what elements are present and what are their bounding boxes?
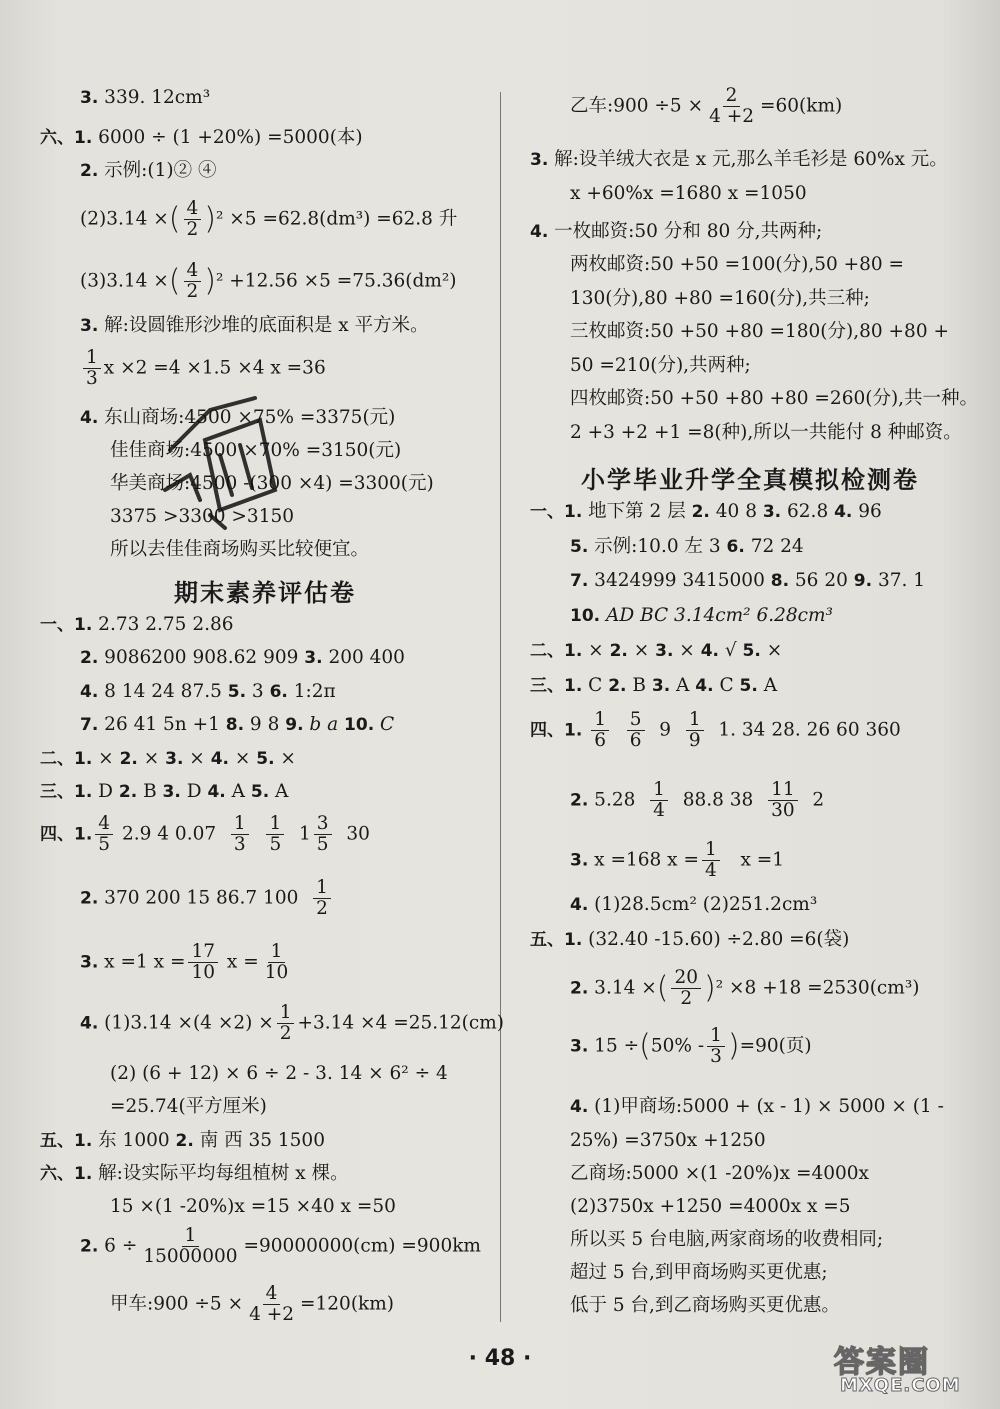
fraction: $\frac{4}{5}$ — [95, 814, 113, 855]
answer-line: 3. 解:设羊绒大衣是 x 元,那么羊毛衫是 60%x 元。 — [530, 149, 948, 170]
answer-line: 2. 6 ÷ $\frac{1}{15000000}$ =90000000(cm) =900km — [80, 1225, 481, 1267]
answer-line: 2. 5.28 $\frac{1}{4}$ 88.8 38 $\frac{11}{30}$ 2 — [570, 779, 825, 821]
answer-line: 甲车:900 ÷5 × $\frac{4}{4 +2}$ =120(km) — [110, 1283, 395, 1325]
answer-line: (2)3750x +1250 =4000x x =5 — [570, 1196, 851, 1217]
answer-line: 四、1. $\frac{1}{6}$ $\frac{5}{6}$ 9 $\frac{1}{9}$ 1. 34 28. 26 60 360 — [530, 709, 901, 751]
fraction: $\frac{1}{15000000}$ — [143, 1225, 238, 1267]
answer-line: 两枚邮资:50 +50 =100(分),50 +80 = — [570, 254, 905, 275]
answer-line: 3. x =168 x = $\frac{1}{4}$ x =1 — [570, 839, 785, 881]
fraction: $\frac{1}{5}$ — [266, 814, 284, 855]
fraction: $\frac{4}{4 +2}$ — [249, 1283, 295, 1325]
answer-line: 4. 一枚邮资:50 分和 80 分,共两种; — [530, 221, 823, 242]
answer-line: 华美商场:4500 -(300 ×4) =3300(元) — [110, 473, 434, 494]
fraction: $\frac{1}{6}$ — [591, 710, 609, 751]
fraction: $\frac{1}{2}$ — [313, 878, 331, 919]
answer-line: $\frac{1}{3}$ x ×2 =4 ×1.5 ×4 x =36 — [80, 348, 326, 389]
fraction: $\frac{3}{5}$ — [314, 814, 332, 855]
answer-line: 2. 示例:(1)② ④ — [80, 160, 217, 181]
fraction: $\frac{1}{2}$ — [277, 1003, 295, 1044]
answer-line: 所以去佳佳商场购买比较便宜。 — [110, 539, 370, 560]
answer-line: 5. 示例:10.0 左 3 6. 72 24 — [570, 536, 804, 557]
answer-line: =25.74(平方厘米) — [110, 1096, 267, 1117]
answer-line: 4. (1)3.14 ×(4 ×2) × $\frac{1}{2}$ +3.14 ×4 =25.12(cm) — [80, 1002, 505, 1044]
answer-line: 五、1. 东 1000 2. 南 西 35 1500 — [40, 1130, 325, 1151]
section-heading: 小学毕业升学全真模拟检测卷 — [581, 466, 919, 494]
answer-line: (2) (6 + 12) × 6 ÷ 2 - 3. 14 × 6² ÷ 4 — [110, 1063, 448, 1084]
answer-line: 4. (1)28.5cm² (2)251.2cm³ — [570, 894, 818, 915]
answer-line: 4. 东山商场:4500 ×75% =3375(元) — [80, 407, 396, 428]
answer-line: 25%) =3750x +1250 — [570, 1130, 766, 1151]
fraction: $\frac{20}{2}$ — [671, 968, 701, 1009]
answer-line: 2. 3.14 ×( $\frac{20}{2}$ )² ×8 +18 =2530(cm³) — [570, 967, 920, 1009]
answer-line: 六、1. 6000 ÷ (1 +20%) =5000(本) — [40, 127, 363, 148]
answer-line: 低于 5 台,到乙商场购买更优惠。 — [570, 1295, 840, 1316]
answer-line: 佳佳商场:4500 ×70% =3150(元) — [110, 440, 402, 461]
fraction: $\frac{1}{9}$ — [686, 710, 704, 751]
page-number: · 48 · — [468, 1346, 532, 1371]
fraction: $\frac{1}{3}$ — [707, 1026, 725, 1067]
answer-line: 130(分),80 +80 =160(分),共三种; — [570, 288, 870, 309]
watermark-text: 答案圈 — [834, 1345, 930, 1380]
answer-line: 7. 3424999 3415000 8. 56 20 9. 37. 1 — [570, 570, 926, 591]
answer-line: 2. 370 200 15 86.7 100 $\frac{1}{2}$ — [80, 878, 334, 919]
answer-line: 超过 5 台,到甲商场购买更优惠; — [570, 1262, 828, 1283]
answer-line: 乙商场:5000 ×(1 -20%)x =4000x — [570, 1163, 869, 1184]
answer-line: 4. (1)甲商场:5000 + (x - 1) × 5000 × (1 - — [570, 1096, 944, 1117]
column-divider — [500, 92, 501, 1322]
answer-line: 2 +3 +2 +1 =8(种),所以一共能付 8 种邮资。 — [570, 422, 962, 443]
fraction: $\frac{5}{6}$ — [627, 710, 645, 751]
answer-line: 二、1. × 2. × 3. × 4. × 5. × — [40, 748, 296, 769]
answer-line: 六、1. 解:设实际平均每组植树 x 棵。 — [40, 1163, 349, 1184]
answer-line: 四、1. $\frac{4}{5}$ 2.9 4 0.07 $\frac{1}{3}$ $\frac{1}{5}$ 1 $\frac{3}{5}$ 30 — [40, 813, 370, 855]
answer-line: 一、1. 地下第 2 层 2. 40 8 3. 62.8 4. 96 — [530, 501, 882, 522]
watermark-logo — [834, 1337, 994, 1401]
watermark-url: MXQE.COM — [840, 1375, 961, 1396]
fraction: $\frac{1}{4}$ — [702, 840, 720, 881]
fraction: $\frac{11}{30}$ — [768, 780, 798, 821]
answer-line: 二、1. × 2. × 3. × 4. √ 5. × — [530, 640, 783, 661]
answer-line: 7. 26 41 5n +1 8. 9 8 9. b a 10. C — [80, 714, 395, 735]
fraction: $\frac{1}{3}$ — [231, 814, 249, 855]
answer-line: 一、1. 2.73 2.75 2.86 — [40, 614, 234, 635]
answer-line: (2)3.14 ×( $\frac{4}{2}$ )² ×5 =62.8(dm³) =62.8 升 — [80, 198, 458, 240]
answer-line: 3. 解:设圆锥形沙堆的底面积是 x 平方米。 — [80, 315, 429, 336]
answer-line: (3)3.14 ×( $\frac{4}{2}$ )² +12.56 ×5 =75.36(dm²) — [80, 260, 457, 302]
fraction: $\frac{17}{10}$ — [188, 942, 218, 983]
answer-line: 四枚邮资:50 +50 +80 +80 =260(分),共一种。 — [570, 388, 979, 409]
fraction: $\frac{4}{2}$ — [184, 261, 202, 302]
fraction: $\frac{1}{3}$ — [83, 348, 101, 389]
answer-line: x +60%x =1680 x =1050 — [570, 183, 807, 204]
fraction: $\frac{2}{4 +2}$ — [709, 85, 755, 127]
answer-line: 3375 >3300 >3150 — [110, 506, 295, 527]
fraction: $\frac{1}{10}$ — [264, 941, 289, 983]
fraction: $\frac{1}{4}$ — [650, 780, 668, 821]
answer-line: 10. AD BC 3.14cm² 6.28cm³ — [570, 605, 833, 626]
fraction: $\frac{4}{2}$ — [184, 199, 202, 240]
answer-line: 15 ×(1 -20%)x =15 ×40 x =50 — [110, 1196, 396, 1217]
answer-line: 三、1. C 2. B 3. A 4. C 5. A — [530, 675, 778, 696]
answer-line: 三、1. D 2. B 3. D 4. A 5. A — [40, 781, 289, 802]
answer-line: 3. x =1 x = $\frac{17}{10}$ x = $\frac{1}{10}$ — [80, 942, 294, 983]
answer-line: 五、1. (32.40 -15.60) ÷2.80 =6(袋) — [530, 929, 850, 950]
answer-line: 三枚邮资:50 +50 +80 =180(分),80 +80 + — [570, 321, 949, 342]
section-heading: 期末素养评估卷 — [174, 579, 356, 607]
answer-line: 4. 8 14 24 87.5 5. 3 6. 1:2π — [80, 681, 336, 702]
answer-line: 所以买 5 台电脑,两家商场的收费相同; — [570, 1229, 884, 1250]
answer-line: 3. 15 ÷(50% - $\frac{1}{3}$ )=90(页) — [570, 1025, 812, 1067]
answer-line: 乙车:900 ÷5 × $\frac{2}{4 +2}$ =60(km) — [570, 85, 843, 127]
answer-line: 50 =210(分),共两种; — [570, 355, 751, 376]
handwritten-mark-icon — [150, 380, 300, 530]
answer-line: 3. 339. 12cm³ — [80, 87, 211, 108]
answer-line: 2. 9086200 908.62 909 3. 200 400 — [80, 647, 405, 668]
